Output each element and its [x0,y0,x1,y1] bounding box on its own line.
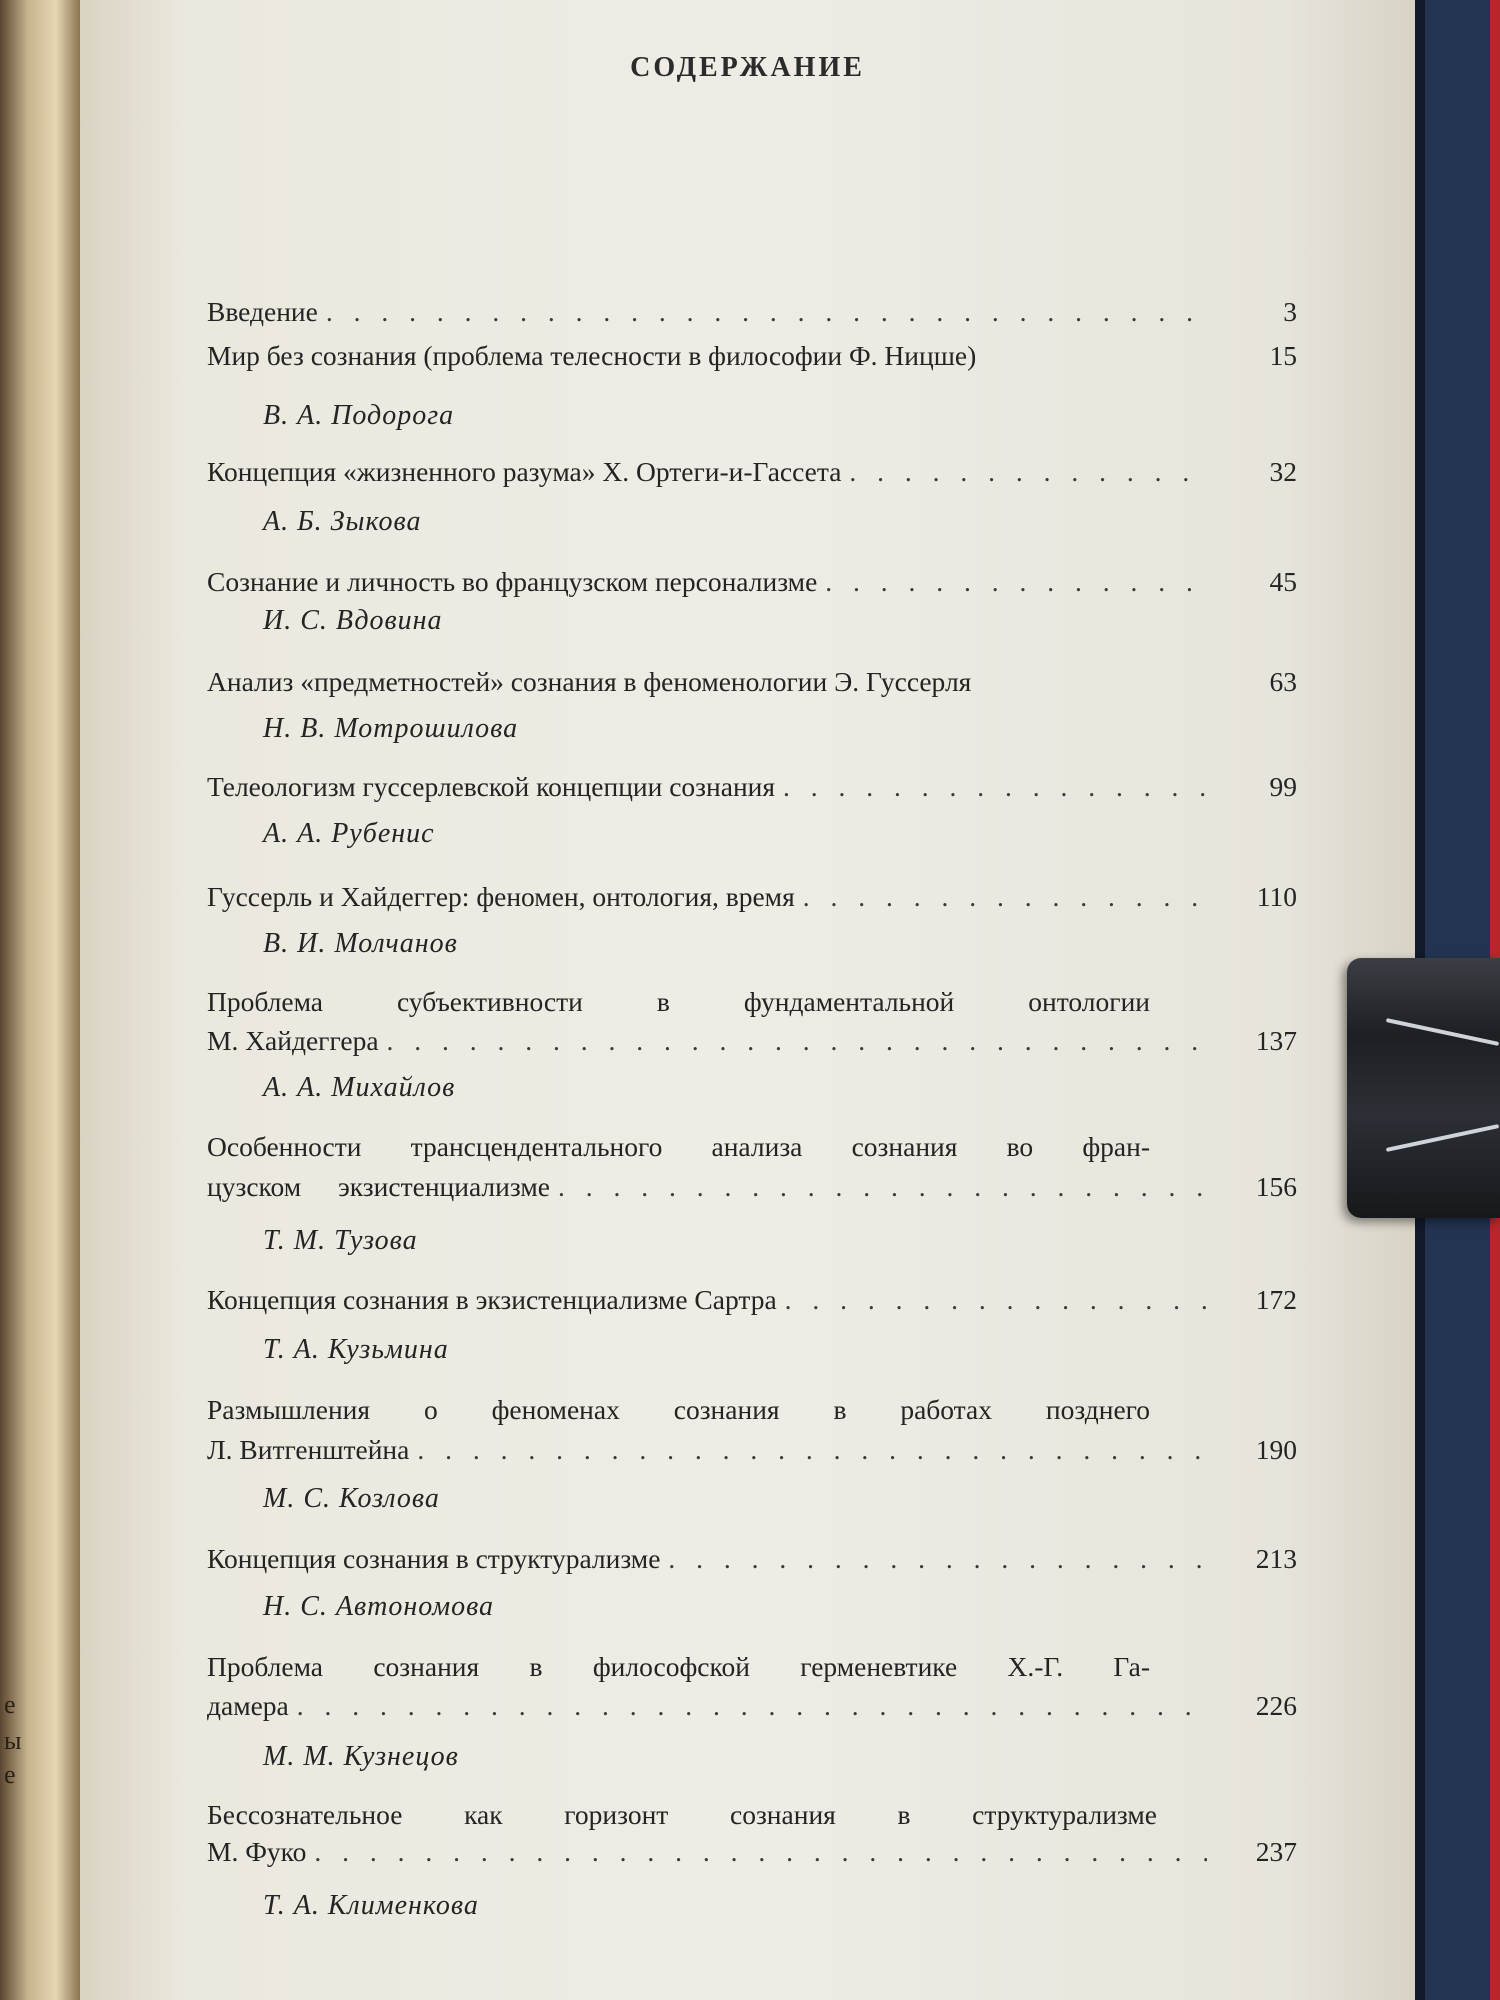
leader-dots [668,1545,1207,1573]
leader-dots [783,773,1207,801]
entry-author: Т. А. Клименкова [263,1890,479,1921]
entry-title: Концепция сознания в экзистенциализме Сартра [207,1284,777,1315]
page-number: 226 [1255,1690,1297,1721]
page-number: 213 [1255,1543,1297,1574]
entry-author: А. А. Рубенис [263,818,435,849]
entry-author: А. Б. Зыкова [263,506,422,537]
page-number: 15 [1269,340,1297,371]
entry-title: цузском экзистенциализме [207,1171,550,1202]
leader-dots [326,298,1207,326]
leader-dots [785,1286,1207,1314]
leader-dots [297,1692,1207,1720]
leader-dots [803,883,1207,911]
entry-title-line: Проблема субъективности в фундаментальной онтологии [207,986,1150,1017]
entry-author: И. С. Вдовина [263,605,443,636]
entry-title: Мир без сознания (проблема телесности в философии Ф. Ницше) [207,340,977,371]
entry-title: Концепция сознания в структурализме [207,1543,661,1574]
facing-page-edge [0,0,80,2000]
toc-entry [207,1436,1297,1464]
entry-title: Сознание и личность во французском персонализме [207,566,818,597]
page-number: 45 [1269,566,1297,597]
entry-author: А. А. Михайлов [263,1072,456,1103]
edge-fragment: е [4,1690,16,1719]
toc-entry [207,1027,1297,1055]
entry-title: Концепция «жизненного разума» Х. Ортеги-и-Гассета [207,456,842,487]
edge-fragment: е [4,1760,16,1789]
page-number: 190 [1255,1434,1297,1465]
page-number: 99 [1269,771,1297,802]
entry-author: Н. С. Автономова [263,1591,495,1622]
toc-entry [207,1545,1297,1573]
toc-entry [207,883,1297,911]
book-page [80,0,1415,2000]
toc-entry [207,668,1297,696]
toc-entry [207,1286,1297,1314]
leader-dots [825,568,1207,596]
entry-author: Т. М. Тузова [263,1225,418,1256]
leader-dots [558,1173,1207,1201]
page-number: 237 [1255,1836,1297,1867]
page-number: 32 [1269,456,1297,487]
toc-entry [207,1692,1297,1720]
toc-entry [207,773,1297,801]
entry-title: Л. Витгенштейна [207,1434,410,1465]
toc-entry [207,342,1297,370]
entry-title: Введение [207,296,318,327]
page-number: 156 [1255,1171,1297,1202]
entry-title: Телеологизм гуссерлевской концепции сознания [207,771,776,802]
leader-dots [314,1838,1207,1866]
edge-fragment: ы [4,1726,22,1755]
page-number: 110 [1256,881,1297,912]
leader-dots [387,1027,1207,1055]
entry-title: дамера [207,1690,289,1721]
entry-title-line: Особенности трансцендентального анализа сознания во фран- [207,1131,1150,1162]
entry-author: Т. А. Кузьмина [263,1334,449,1365]
toc-entry [207,298,1297,326]
entry-title-line: Проблема сознания в философской герменевтике Х.-Г. Га- [207,1651,1150,1682]
entry-title-line: Бессознательное как горизонт сознания в структурализме [207,1799,1157,1830]
page-number: 3 [1283,296,1297,327]
page-title: СОДЕРЖАНИЕ [630,52,865,83]
entry-title: Гуссерль и Хайдеггер: феномен, онтология, время [207,881,795,912]
toc-entry [207,1838,1297,1866]
entry-author: М. С. Козлова [263,1483,440,1514]
entry-author: М. М. Кузнецов [263,1741,459,1772]
page-number: 172 [1255,1284,1297,1315]
binder-clip [1347,958,1500,1218]
entry-author: В. И. Молчанов [263,928,458,959]
entry-author: Н. В. Мотрошилова [263,713,519,744]
entry-author: В. А. Подорога [263,400,455,431]
toc-entry [207,1173,1297,1201]
page-number: 63 [1269,666,1297,697]
entry-title: М. Фуко [207,1836,307,1867]
page-number: 137 [1255,1025,1297,1056]
leader-dots [417,1436,1207,1464]
leader-dots [849,458,1207,486]
entry-title: М. Хайдеггера [207,1025,379,1056]
toc-entry [207,458,1297,486]
toc-entry [207,568,1297,596]
entry-title: Анализ «предметностей» сознания в феноменологии Э. Гуссерля [207,666,972,697]
entry-title-line: Размышления о феноменах сознания в работах позднего [207,1394,1150,1425]
